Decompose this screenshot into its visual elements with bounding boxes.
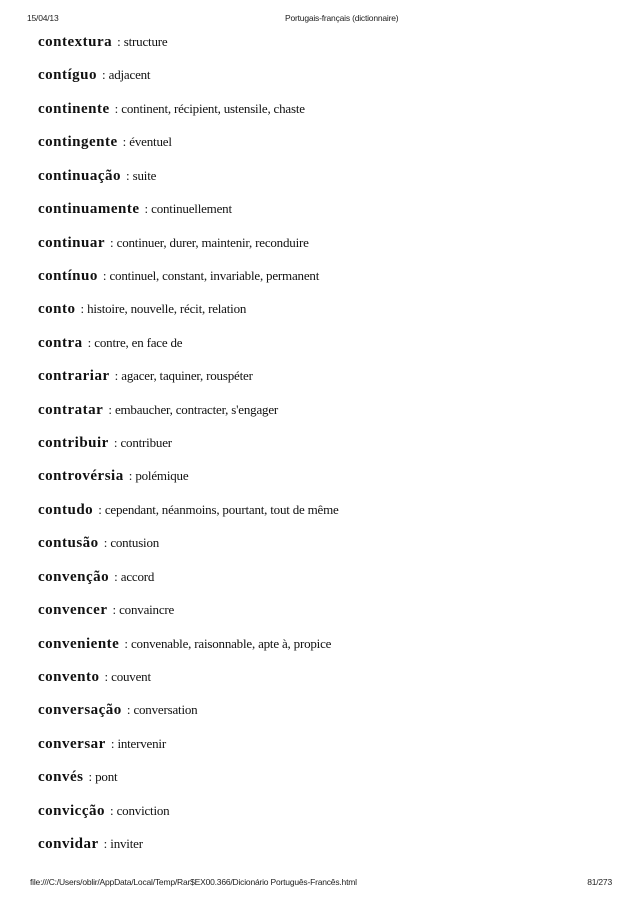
entry-definition: continent, récipient, ustensile, chaste xyxy=(121,100,305,116)
entry-term: contrariar xyxy=(38,368,110,385)
entry-separator: : xyxy=(126,167,130,183)
dictionary-entry xyxy=(38,700,197,720)
entry-definition: intervenir xyxy=(117,735,166,751)
entry-term: contextura xyxy=(38,34,113,50)
entry-definition: contribuer xyxy=(120,435,172,451)
entry-separator: : xyxy=(104,668,109,684)
dictionary-entry xyxy=(38,132,172,152)
entry-separator: : xyxy=(87,334,92,350)
dictionary-entry xyxy=(38,65,150,85)
entry-definition: agacer, taquiner, rouspéter xyxy=(121,368,253,384)
entry-separator: : xyxy=(117,34,121,49)
entry-separator: : xyxy=(126,702,131,718)
dictionary-entry xyxy=(38,466,188,486)
entry-term: convenção xyxy=(38,568,110,585)
entry-definition: polémique xyxy=(135,468,189,484)
entry-term: convés xyxy=(38,769,84,786)
entry-term: convento xyxy=(38,668,100,685)
entry-separator: : xyxy=(80,301,85,317)
dictionary-entry xyxy=(38,400,278,420)
entry-term: continuar xyxy=(38,234,106,251)
entry-definition: continuel, constant, invariable, permanent xyxy=(109,267,320,283)
entry-definition: conviction xyxy=(116,802,170,818)
entry-definition: accord xyxy=(120,568,155,584)
dictionary-entry xyxy=(38,567,154,587)
entry-separator: : xyxy=(128,468,133,484)
entry-term: conveniente xyxy=(38,635,120,652)
dictionary-entry xyxy=(38,734,166,754)
entry-definition: adjacent xyxy=(108,67,151,83)
dictionary-entry xyxy=(38,99,305,119)
entry-term: contingente xyxy=(38,134,118,151)
entry-separator: : xyxy=(144,201,149,217)
entry-term: continuamente xyxy=(38,201,140,218)
dictionary-entry xyxy=(38,801,170,821)
entry-separator: : xyxy=(103,836,108,852)
entry-separator: : xyxy=(114,568,118,584)
entry-term: convencer xyxy=(38,602,108,619)
entry-definition: histoire, nouvelle, récit, relation xyxy=(87,301,247,317)
entry-term: contínuo xyxy=(38,267,98,284)
entry-separator: : xyxy=(102,67,106,83)
dictionary-entry xyxy=(38,166,156,186)
entry-definition: contusion xyxy=(110,535,160,551)
dictionary-entry xyxy=(38,834,143,854)
dictionary-entry xyxy=(38,634,331,654)
entry-definition: inviter xyxy=(110,836,143,852)
entry-definition: convaincre xyxy=(119,602,175,618)
entry-separator: : xyxy=(110,234,114,250)
entry-term: conversar xyxy=(38,735,106,752)
entry-term: continuação xyxy=(38,167,122,184)
entry-separator: : xyxy=(113,435,118,451)
entry-separator: : xyxy=(88,769,93,785)
dictionary-entry xyxy=(38,266,319,286)
entry-separator: : xyxy=(102,267,107,283)
entry-definition: couvent xyxy=(111,668,151,684)
entry-definition: conversation xyxy=(133,702,198,718)
print-footer-page-number: 81/273 xyxy=(587,877,612,887)
entry-definition: embaucher, contracter, s'engager xyxy=(114,401,279,417)
entry-term: contribuir xyxy=(38,435,109,452)
entry-definition: contre, en face de xyxy=(94,334,183,350)
entry-term: convidar xyxy=(38,836,99,853)
dictionary-entry xyxy=(38,233,309,253)
entry-definition: éventuel xyxy=(129,134,172,150)
entry-term: convicção xyxy=(38,802,105,819)
entry-term: contra xyxy=(38,334,83,351)
dictionary-entry xyxy=(38,600,174,620)
entry-separator: : xyxy=(114,368,119,384)
entry-definition: convenable, raisonnable, apte à, propice xyxy=(130,635,332,651)
dictionary-entry xyxy=(38,767,117,787)
dictionary-entry xyxy=(38,500,339,520)
entry-definition: cependant, néanmoins, pourtant, tout de même xyxy=(104,501,339,517)
dictionary-entry xyxy=(38,333,182,353)
entry-term: contratar xyxy=(38,401,104,418)
print-header-date: 15/04/13 xyxy=(27,13,59,23)
entry-separator: : xyxy=(110,735,115,751)
dictionary-entry xyxy=(38,32,167,52)
print-header-title: Portugais-français (dictionnaire) xyxy=(285,13,399,23)
dictionary-entry xyxy=(38,199,232,219)
entry-separator: : xyxy=(109,802,114,818)
entry-term: controvérsia xyxy=(38,468,124,485)
entry-definition: suite xyxy=(132,167,157,183)
entry-separator: : xyxy=(98,501,102,517)
entry-term: contíguo xyxy=(38,67,98,84)
entry-separator: : xyxy=(112,602,117,618)
entry-term: contudo xyxy=(38,501,94,518)
dictionary-entry xyxy=(38,433,172,453)
entry-separator: : xyxy=(122,134,127,150)
entry-separator: : xyxy=(114,100,119,116)
entry-separator: : xyxy=(124,635,128,651)
dictionary-entry xyxy=(38,299,246,319)
dictionary-entry xyxy=(38,366,253,386)
entry-term: continente xyxy=(38,100,110,117)
dictionary-entry xyxy=(38,533,159,553)
entry-definition: pont xyxy=(95,769,118,785)
entry-term: conversação xyxy=(38,702,122,719)
entry-definition: structure xyxy=(123,34,168,49)
entry-term: conto xyxy=(38,301,76,318)
entry-term: contusão xyxy=(38,535,99,552)
entry-definition: continuer, durer, maintenir, reconduire xyxy=(116,234,309,250)
entry-separator: : xyxy=(103,535,108,551)
entry-definition: continuellement xyxy=(151,201,232,217)
print-footer-file-path: file:///C:/Users/oblir/AppData/Local/Temp/Rar$EX00.366/Dicionário Português-Francês.html xyxy=(30,877,357,887)
entry-separator: : xyxy=(108,401,112,417)
dictionary-entry xyxy=(38,667,151,687)
